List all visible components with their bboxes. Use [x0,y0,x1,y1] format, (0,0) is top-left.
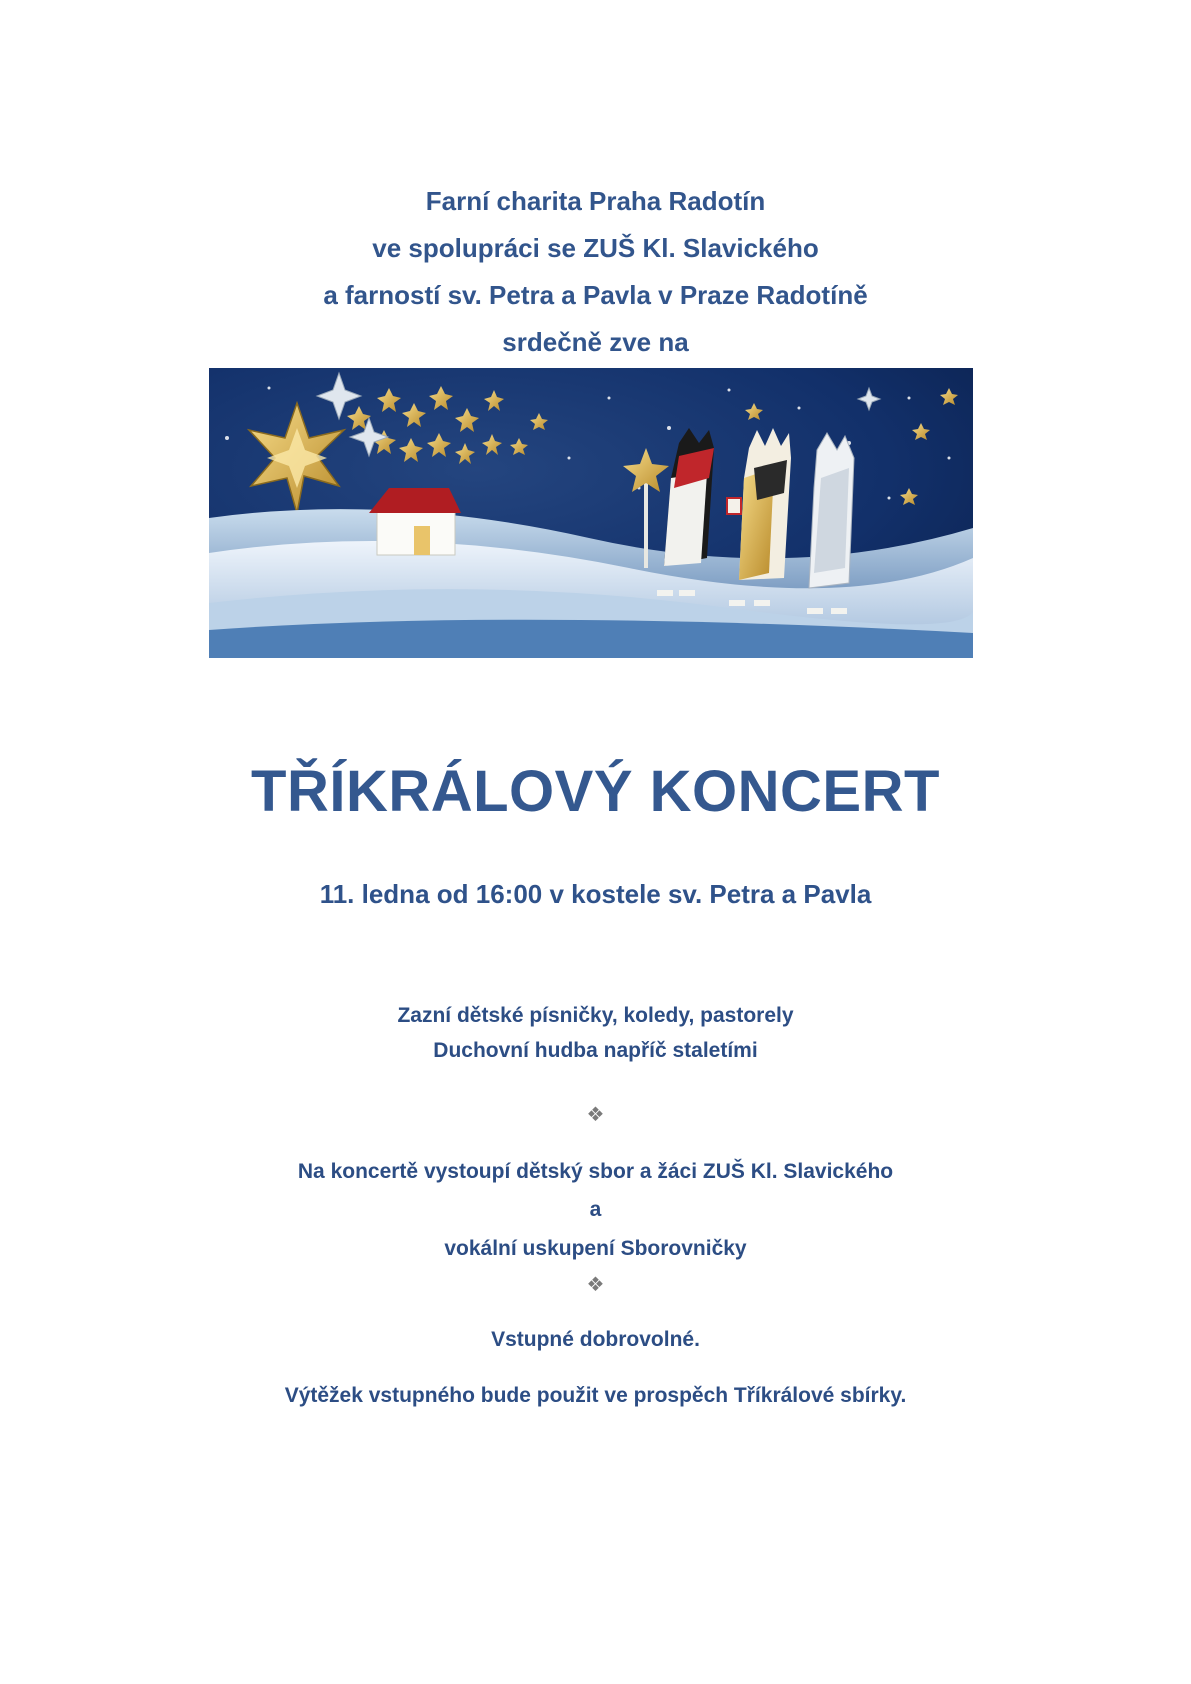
three-kings-night-illustration-icon [209,368,973,658]
concert-title: TŘÍKRÁLOVÝ KONCERT [251,759,940,824]
three-kings-banner-image [209,368,973,658]
ornament-divider-icon: ❖ [586,1102,605,1126]
program-line-1: Zazní dětské písničky, koledy, pastorely [397,1004,794,1027]
organizer-line: Farní charita Praha Radotín [425,186,766,216]
program-line-2: Duchovní hudba napříč staletími [433,1039,758,1062]
performers-line-1: Na koncertě vystoupí dětský sbor a žáci ZUŠ Kl. Slavického [297,1160,894,1183]
proceeds-line: Výtěžek vstupného bude použit ve prospěch Tříkrálové sbírky. [284,1384,907,1407]
invite-line: srdečně zve na [502,327,689,357]
performers-connector: a [589,1198,602,1221]
date-place-line: 11. ledna od 16:00 v kostele sv. Petra a Pavla [319,879,872,909]
cooperation-line: ve spolupráci se ZUŠ Kl. Slavického [372,233,819,263]
parish-line: a farností sv. Petra a Pavla v Praze Radotíně [323,280,868,310]
performers-line-3: vokální uskupení Sborovničky [444,1237,747,1260]
admission-line: Vstupné dobrovolné. [491,1328,700,1351]
ornament-divider-icon: ❖ [586,1272,605,1296]
